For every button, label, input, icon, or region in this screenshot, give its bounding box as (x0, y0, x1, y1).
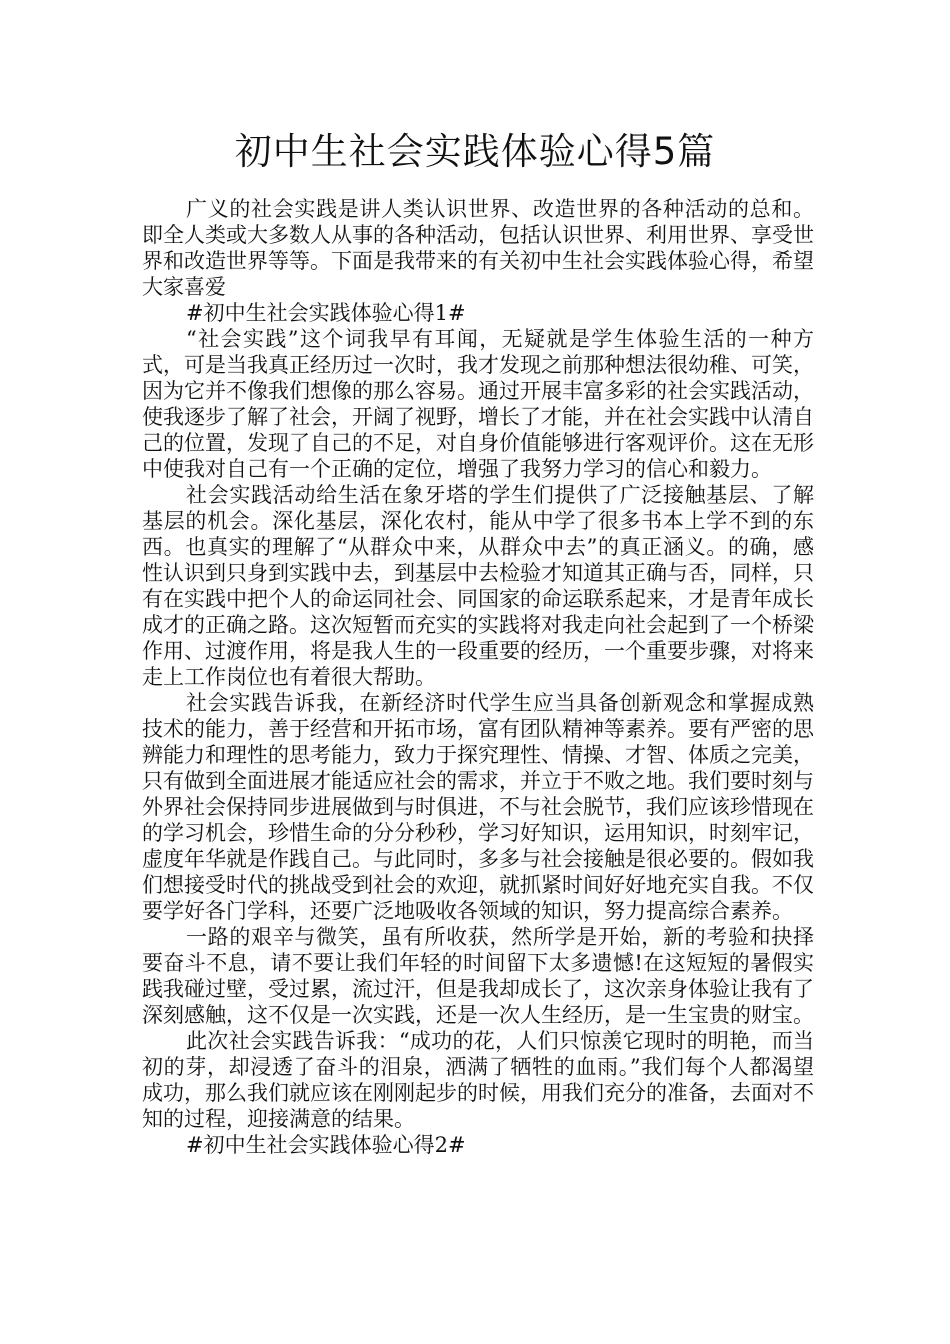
section-heading-1: #初中生社会实践体验心得1# (186, 301, 466, 325)
section-heading-2: #初中生社会实践体验心得2# (186, 1133, 466, 1157)
paragraph: 社会实践活动给生活在象牙塔的学生们提供了广泛接触基层、了解基层的机会。深化基层，深化农村，能从中学了很多书本上学不到的东西。也真实的理解了“从群众中来，从群众中去”的真正涵义。的确，感性认识到只身到实践中去，到基层中去检验才知道其正确与否，同样，只有在实践中把个人的命运同社会、同国家的命运联系起来，才是青年成长成才的正确之路。这次短暂而充实的实践将对我走向社会起到了一个桥梁作用、过渡作用，将是我人生的一段重要的经历，一个重要步骤，对将来走上工作岗位也有着很大帮助。 (142, 483, 814, 689)
paragraph: “社会实践”这个词我早有耳闻，无疑就是学生体验生活的一种方式，可是当我真正经历过一次时，我才发现之前那种想法很幼稚、可笑，因为它并不像我们想像的那么容易。通过开展丰富多彩的社会实践活动，使我逐步了解了社会，开阔了视野，增长了才能，并在社会实践中认清自己的位置，发现了自己的不足，对自身价值能够进行客观评价。这在无形中使我对自己有一个正确的定位，增强了我努力学习的信心和毅力。 (142, 327, 814, 481)
paragraph: 社会实践告诉我，在新经济时代学生应当具备创新观念和掌握成熟技术的能力，善于经营和开拓市场，富有团队精神等素养。要有严密的思辨能力和理性的思考能力，致力于探究理性、情操、才智、体质之完美，只有做到全面进展才能适应社会的需求，并立于不败之地。我们要时刻与外界社会保持同步进展做到与时俱进，不与社会脱节，我们应该珍惜现在的学习机会，珍惜生命的分分秒秒，学习好知识，运用知识，时刻牢记，虚度年华就是作践自己。与此同时，多多与社会接触是很必要的。假如我们想接受时代的挑战受到社会的欢迎，就抓紧时间好好地充实自我。不仅要学好各门学科，还要广泛地吸收各领域的知识，努力提高综合素养。 (142, 691, 814, 923)
paragraph-intro: 广义的社会实践是讲人类认识世界、改造世界的各种活动的总和。即全人类或大多数人从事的各种活动，包括认识世界、利用世界、享受世界和改造世界等等。下面是我带来的有关初中生社会实践体验心得，希望大家喜爱 (142, 197, 814, 299)
paragraph: 一路的艰辛与微笑，虽有所收获，然所学是开始，新的考验和抉择要奋斗不息，请不要让我们年轻的时间留下太多遗憾!在这短短的暑假实践我碰过壁，受过累，流过汗，但是我却成长了，这次亲身体验让我有了深刻感触，这不仅是一次实践，还是一次人生经历，是一生宝贵的财宝。 (142, 925, 814, 1027)
paragraph: 此次社会实践告诉我：“成功的花，人们只惊羡它现时的明艳，而当初的芽，却浸透了奋斗的泪泉，洒满了牺牲的血雨。”我们每个人都渴望成功，那么我们就应该在刚刚起步的时候，用我们充分的准备，去面对不知的过程，迎接满意的结果。 (142, 1029, 814, 1131)
document-body (142, 196, 814, 1158)
document-title: 初中生社会实践体验心得5篇 (234, 130, 716, 173)
